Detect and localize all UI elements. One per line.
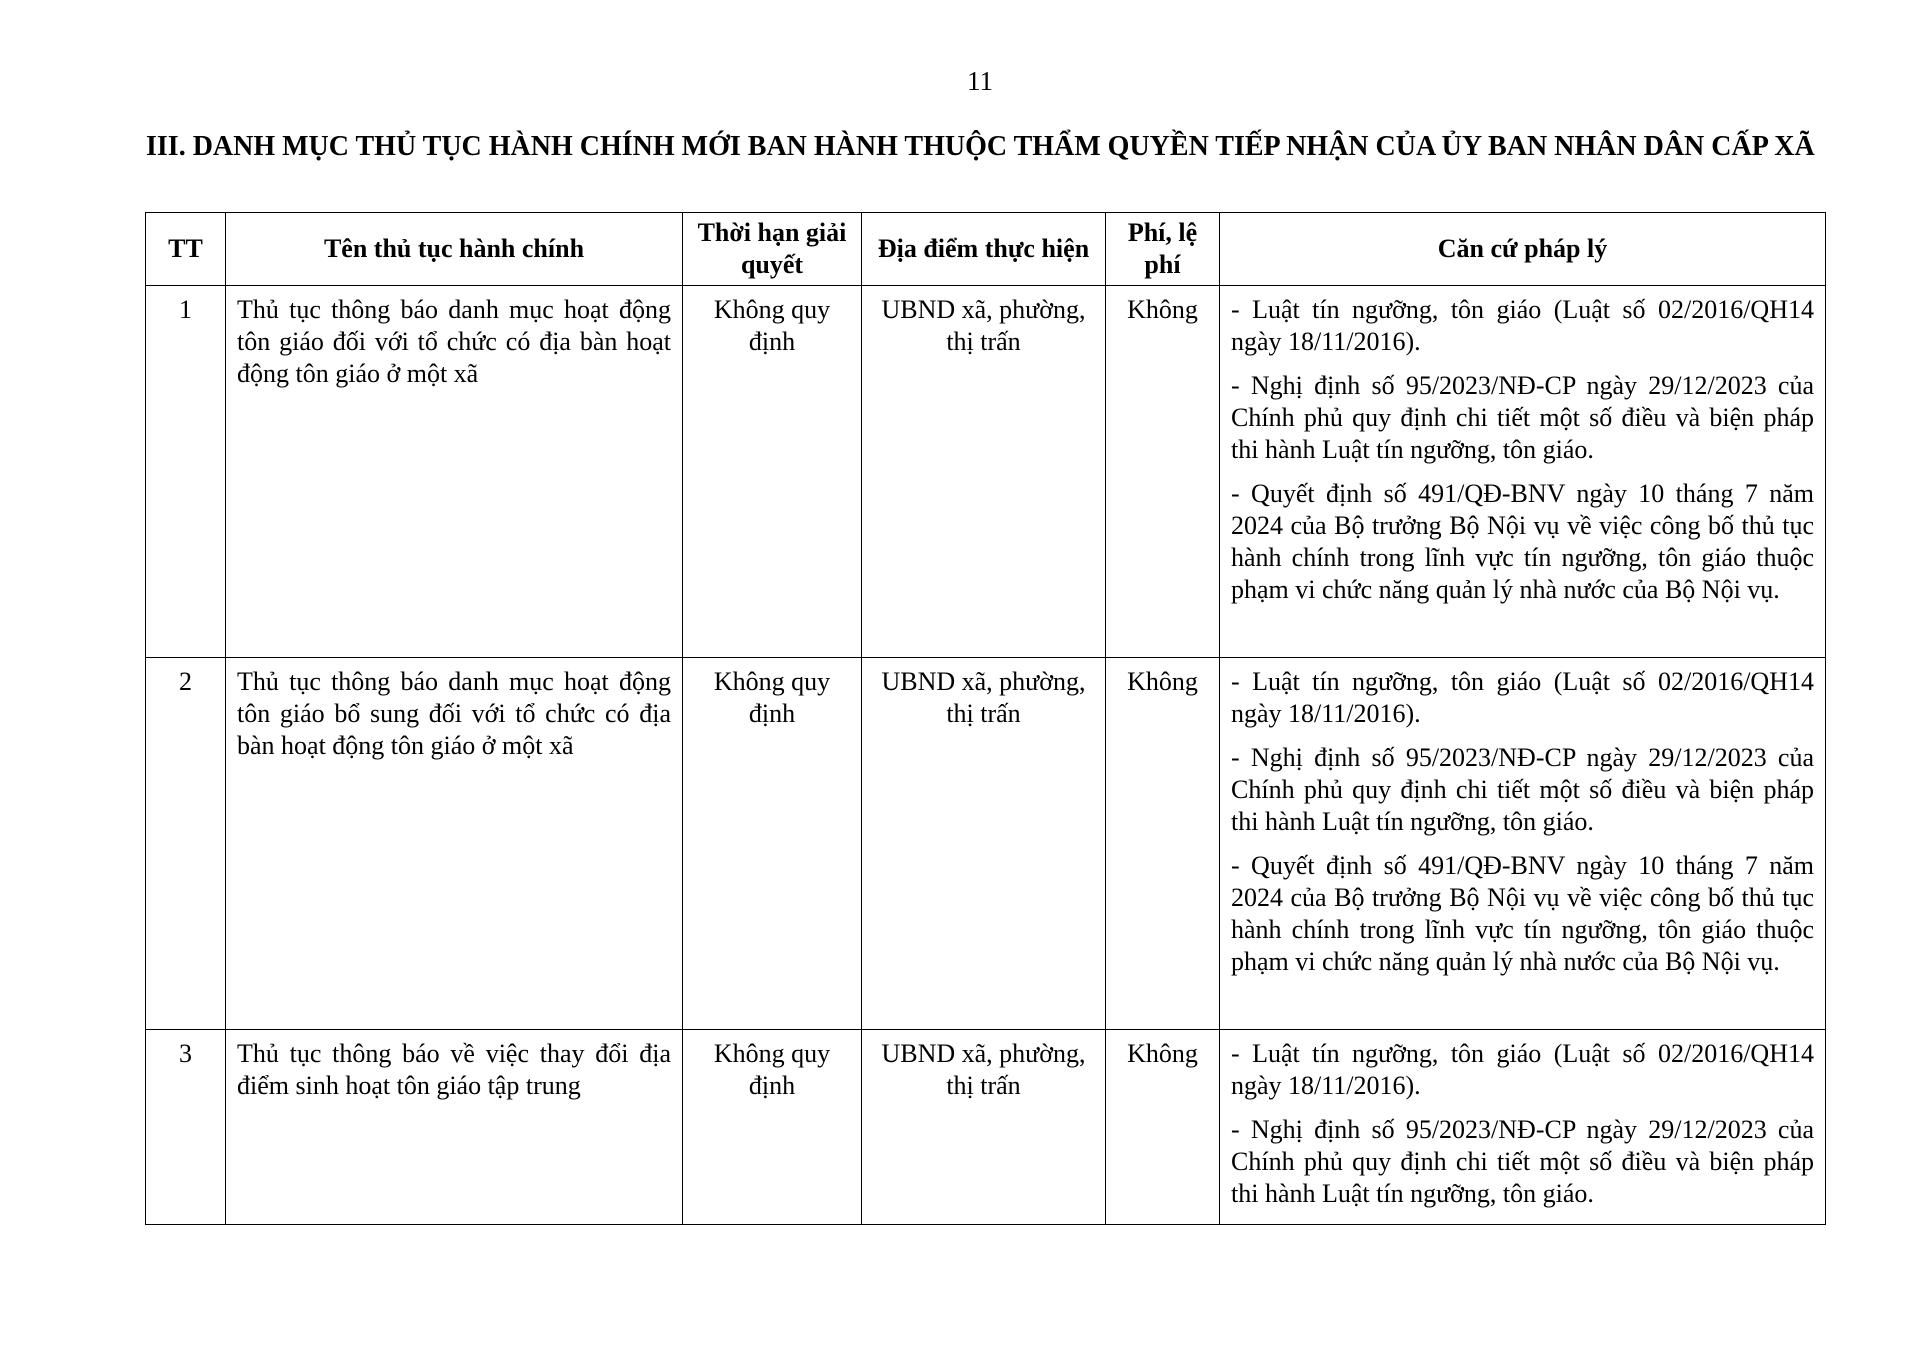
table-row	[146, 286, 1826, 658]
row-time-limit: Không quy định	[683, 658, 862, 1030]
row-time-limit: Không quy định	[683, 286, 862, 658]
legal-item: - Quyết định số 491/QĐ-BNV ngày 10 tháng 7 năm 2024 của Bộ trưởng Bộ Nội vụ về việc công bố thủ tục hành chính trong lĩnh vực tín ngưỡng, tôn giáo thuộc phạm vi chức năng quản lý nhà nước của Bộ Nội vụ.	[1231, 479, 1814, 604]
row-fee: Không	[1106, 1030, 1220, 1225]
row-place: UBND xã, phường, thị trấn	[862, 658, 1106, 1030]
row-tt: 1	[146, 286, 226, 658]
row-legal-basis	[1220, 658, 1826, 1030]
header-procedure-name: Tên thủ tục hành chính	[226, 213, 683, 286]
legal-item: - Luật tín ngưỡng, tôn giáo (Luật số 02/2016/QH14 ngày 18/11/2016).	[1231, 667, 1814, 728]
row-fee: Không	[1106, 286, 1220, 658]
header-legal-basis: Căn cứ pháp lý	[1220, 213, 1826, 286]
page-number: 11	[967, 66, 993, 96]
legal-item: - Quyết định số 491/QĐ-BNV ngày 10 tháng 7 năm 2024 của Bộ trưởng Bộ Nội vụ về việc công bố thủ tục hành chính trong lĩnh vực tín ngưỡng, tôn giáo thuộc phạm vi chức năng quản lý nhà nước của Bộ Nội vụ.	[1231, 851, 1814, 976]
legal-item: - Luật tín ngưỡng, tôn giáo (Luật số 02/2016/QH14 ngày 18/11/2016).	[1231, 1039, 1814, 1100]
row-procedure-name: Thủ tục thông báo về việc thay đổi địa điểm sinh hoạt tôn giáo tập trung	[226, 1030, 683, 1225]
row-tt: 2	[146, 658, 226, 1030]
row-fee: Không	[1106, 658, 1220, 1030]
table-row	[146, 1030, 1826, 1225]
row-time-limit: Không quy định	[683, 1030, 862, 1225]
procedure-table	[145, 212, 1826, 1225]
table-header-row	[146, 213, 1826, 286]
section-title: III. DANH MỤC THỦ TỤC HÀNH CHÍNH MỚI BAN HÀNH THUỘC THẨM QUYỀN TIẾP NHẬN CỦA ỦY BAN NHÂN DÂN CẤP XÃ	[146, 131, 1815, 162]
legal-item: - Nghị định số 95/2023/NĐ-CP ngày 29/12/2023 của Chính phủ quy định chi tiết một số điều và biện pháp thi hành Luật tín ngưỡng, tôn giáo.	[1231, 371, 1814, 464]
header-tt: TT	[146, 213, 226, 286]
row-place: UBND xã, phường, thị trấn	[862, 1030, 1106, 1225]
header-fee: Phí, lệ phí	[1106, 213, 1220, 286]
row-legal-basis	[1220, 286, 1826, 658]
header-time-limit: Thời hạn giải quyết	[683, 213, 862, 286]
row-tt: 3	[146, 1030, 226, 1225]
legal-item: - Nghị định số 95/2023/NĐ-CP ngày 29/12/2023 của Chính phủ quy định chi tiết một số điều và biện pháp thi hành Luật tín ngưỡng, tôn giáo.	[1231, 743, 1814, 836]
table-row	[146, 658, 1826, 1030]
header-place: Địa điểm thực hiện	[862, 213, 1106, 286]
row-place: UBND xã, phường, thị trấn	[862, 286, 1106, 658]
legal-item: - Luật tín ngưỡng, tôn giáo (Luật số 02/2016/QH14 ngày 18/11/2016).	[1231, 295, 1814, 356]
legal-item: - Nghị định số 95/2023/NĐ-CP ngày 29/12/2023 của Chính phủ quy định chi tiết một số điều và biện pháp thi hành Luật tín ngưỡng, tôn giáo.	[1231, 1115, 1814, 1208]
row-legal-basis	[1220, 1030, 1826, 1225]
row-procedure-name: Thủ tục thông báo danh mục hoạt động tôn giáo bổ sung đối với tổ chức có địa bàn hoạt động tôn giáo ở một xã	[226, 658, 683, 1030]
row-procedure-name: Thủ tục thông báo danh mục hoạt động tôn giáo đối với tổ chức có địa bàn hoạt động tôn giáo ở một xã	[226, 286, 683, 658]
